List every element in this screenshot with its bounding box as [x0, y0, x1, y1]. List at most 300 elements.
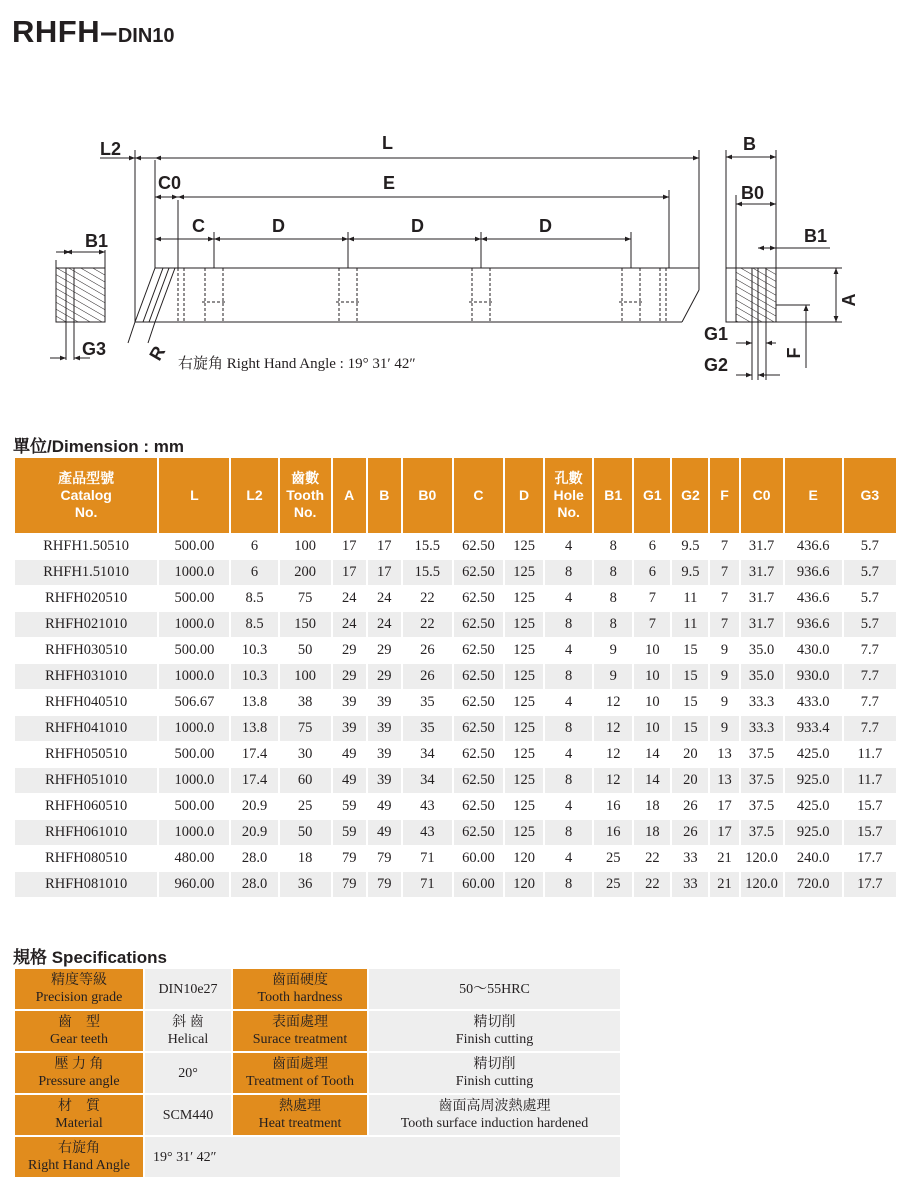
table-cell: 500.00 [159, 534, 229, 559]
table-cell: 21 [710, 846, 738, 871]
table-cell: 29 [333, 638, 366, 663]
table-cell: 8 [545, 612, 592, 637]
catalog-no-cell: RHFH031010 [15, 664, 157, 689]
table-cell: 10.3 [231, 664, 277, 689]
table-cell: 500.00 [159, 638, 229, 663]
table-cell: 9 [710, 690, 738, 715]
table-cell: 12 [594, 742, 632, 767]
table-cell: 60 [280, 768, 331, 793]
right-hand-angle-caption: 右旋角 Right Hand Angle : 19° 31′ 42″ [178, 356, 416, 372]
table-cell: 8.5 [231, 586, 277, 611]
dimension-heading: 單位/Dimension : mm [13, 437, 184, 456]
table-row [15, 586, 896, 611]
table-cell: 20.9 [231, 794, 277, 819]
table-row [15, 664, 896, 689]
table-cell: 33.3 [741, 716, 783, 741]
table-cell: 430.0 [785, 638, 842, 663]
col-header-tooth-no: 齒數 Tooth No. [280, 458, 331, 533]
table-cell: 59 [333, 820, 366, 845]
table-cell: 6 [231, 560, 277, 585]
table-cell: 39 [368, 690, 401, 715]
table-cell: 14 [634, 768, 670, 793]
table-cell: 5.7 [844, 560, 896, 585]
table-cell: 79 [368, 872, 401, 897]
col-header-b: B [368, 458, 401, 533]
table-cell: 26 [672, 820, 708, 845]
table-cell: 11 [672, 612, 708, 637]
table-cell: 4 [545, 586, 592, 611]
table-cell: 13 [710, 742, 738, 767]
table-cell: 62.50 [454, 664, 503, 689]
table-row [15, 638, 896, 663]
table-cell: 10.3 [231, 638, 277, 663]
dim-label-r: R [145, 342, 170, 364]
table-row [15, 612, 896, 637]
table-cell: 34 [403, 768, 452, 793]
table-cell: 39 [333, 716, 366, 741]
table-cell: 125 [505, 586, 543, 611]
col-header-g1: G1 [634, 458, 670, 533]
col-header-g3: G3 [844, 458, 896, 533]
table-cell: 6 [634, 560, 670, 585]
table-row [15, 690, 896, 715]
table-cell: 8 [594, 586, 632, 611]
table-cell: 125 [505, 768, 543, 793]
table-cell: 20 [672, 742, 708, 767]
dim-label-b1-left: B1 [85, 231, 109, 251]
table-cell: 7.7 [844, 716, 896, 741]
table-cell: 125 [505, 612, 543, 637]
catalog-no-cell: RHFH051010 [15, 768, 157, 793]
spec-value-material: SCM440 [145, 1095, 231, 1135]
dim-label-c: C [192, 216, 205, 236]
catalog-no-cell: RHFH1.50510 [15, 534, 157, 559]
table-cell: 17.7 [844, 846, 896, 871]
table-cell: 18 [280, 846, 331, 871]
table-cell: 62.50 [454, 716, 503, 741]
table-cell: 925.0 [785, 768, 842, 793]
table-cell: 8 [545, 820, 592, 845]
table-cell: 43 [403, 794, 452, 819]
spec-row [15, 969, 620, 1009]
table-cell: 6 [634, 534, 670, 559]
table-cell: 22 [634, 846, 670, 871]
catalog-no-cell: RHFH1.51010 [15, 560, 157, 585]
table-cell: 12 [594, 768, 632, 793]
spec-row [15, 1137, 620, 1177]
spec-key-hardness: 齒面硬度 Tooth hardness [233, 969, 367, 1009]
spec-key-tooth-treatment: 齒面處理 Treatment of Tooth [233, 1053, 367, 1093]
dim-label-b0: B0 [741, 183, 765, 203]
dimension-table [13, 457, 898, 898]
catalog-no-cell: RHFH021010 [15, 612, 157, 637]
table-cell: 29 [333, 664, 366, 689]
table-cell: 125 [505, 638, 543, 663]
table-cell: 15.5 [403, 560, 452, 585]
table-row [15, 560, 896, 585]
table-cell: 936.6 [785, 560, 842, 585]
table-cell: 9 [710, 716, 738, 741]
dim-label-c0: C0 [158, 173, 182, 193]
table-cell: 33 [672, 846, 708, 871]
catalog-no-cell: RHFH061010 [15, 820, 157, 845]
table-cell: 425.0 [785, 742, 842, 767]
table-row [15, 872, 896, 897]
table-cell: 79 [368, 846, 401, 871]
spec-value-tooth-treatment: 精切削 Finish cutting [369, 1053, 620, 1093]
table-cell: 120.0 [741, 846, 783, 871]
table-cell: 4 [545, 846, 592, 871]
table-cell: 125 [505, 560, 543, 585]
table-cell: 500.00 [159, 794, 229, 819]
table-cell: 9 [710, 638, 738, 663]
table-cell: 1000.0 [159, 664, 229, 689]
table-cell: 4 [545, 794, 592, 819]
table-cell: 62.50 [454, 742, 503, 767]
catalog-no-cell: RHFH080510 [15, 846, 157, 871]
table-cell: 36 [280, 872, 331, 897]
table-cell: 13 [710, 768, 738, 793]
col-header-c0: C0 [741, 458, 783, 533]
table-cell: 25 [594, 872, 632, 897]
table-cell: 38 [280, 690, 331, 715]
table-cell: 24 [333, 586, 366, 611]
table-cell: 49 [368, 820, 401, 845]
table-row [15, 846, 896, 871]
table-cell: 39 [368, 742, 401, 767]
catalog-no-cell: RHFH020510 [15, 586, 157, 611]
specifications-heading: 規格 Specifications [13, 948, 167, 967]
table-cell: 24 [368, 586, 401, 611]
table-cell: 125 [505, 794, 543, 819]
table-cell: 15 [672, 638, 708, 663]
table-cell: 24 [333, 612, 366, 637]
table-cell: 60.00 [454, 872, 503, 897]
table-cell: 10 [634, 638, 670, 663]
table-cell: 7 [634, 612, 670, 637]
table-cell: 75 [280, 586, 331, 611]
table-cell: 35 [403, 716, 452, 741]
table-cell: 8 [545, 768, 592, 793]
table-row [15, 716, 896, 741]
table-cell: 1000.0 [159, 768, 229, 793]
catalog-no-cell: RHFH040510 [15, 690, 157, 715]
table-cell: 7.7 [844, 690, 896, 715]
dim-label-a: A [839, 293, 859, 307]
table-cell: 17.7 [844, 872, 896, 897]
table-cell: 18 [634, 794, 670, 819]
dim-label-b: B [743, 134, 756, 154]
table-cell: 75 [280, 716, 331, 741]
table-cell: 7 [710, 612, 738, 637]
table-cell: 24 [368, 612, 401, 637]
dim-label-l: L [382, 133, 393, 153]
col-header-l2: L2 [231, 458, 277, 533]
table-cell: 37.5 [741, 768, 783, 793]
col-header-hole-no: 孔數 Hole No. [545, 458, 592, 533]
spec-value-hardness: 50～55HRC [369, 969, 620, 1009]
spec-key-right-hand-angle: 右旋角 Right Hand Angle [15, 1137, 143, 1177]
table-cell: 500.00 [159, 742, 229, 767]
table-cell: 11.7 [844, 742, 896, 767]
table-cell: 425.0 [785, 794, 842, 819]
table-cell: 33.3 [741, 690, 783, 715]
dim-label-b1-right: B1 [804, 226, 828, 246]
table-cell: 5.7 [844, 586, 896, 611]
table-cell: 17 [710, 794, 738, 819]
spec-key-material: 材 質 Material [15, 1095, 143, 1135]
table-cell: 8 [594, 534, 632, 559]
table-cell: 31.7 [741, 612, 783, 637]
table-cell: 11.7 [844, 768, 896, 793]
col-header-e: E [785, 458, 842, 533]
table-cell: 37.5 [741, 820, 783, 845]
table-cell: 22 [403, 612, 452, 637]
table-cell: 960.00 [159, 872, 229, 897]
table-cell: 1000.0 [159, 716, 229, 741]
spec-value-surface: 精切削 Finish cutting [369, 1011, 620, 1051]
table-cell: 11 [672, 586, 708, 611]
table-cell: 49 [333, 742, 366, 767]
table-cell: 62.50 [454, 612, 503, 637]
dim-label-f: F [784, 347, 804, 359]
dim-label-g1: G1 [704, 324, 729, 344]
table-cell: 9 [594, 638, 632, 663]
spec-key-surface: 表面處理 Surace treatment [233, 1011, 367, 1051]
table-cell: 17 [333, 534, 366, 559]
table-cell: 12 [594, 690, 632, 715]
col-header-c: C [454, 458, 503, 533]
dim-label-e: E [383, 173, 396, 193]
table-cell: 7 [634, 586, 670, 611]
table-cell: 14 [634, 742, 670, 767]
table-cell: 6 [231, 534, 277, 559]
table-cell: 500.00 [159, 586, 229, 611]
table-cell: 62.50 [454, 560, 503, 585]
table-cell: 1000.0 [159, 560, 229, 585]
rack-main-body [100, 150, 699, 343]
table-cell: 35 [403, 690, 452, 715]
table-cell: 925.0 [785, 820, 842, 845]
table-cell: 9.5 [672, 534, 708, 559]
table-cell: 62.50 [454, 534, 503, 559]
table-cell: 120 [505, 872, 543, 897]
table-cell: 8 [545, 664, 592, 689]
table-cell: 17 [333, 560, 366, 585]
table-cell: 4 [545, 742, 592, 767]
table-cell: 10 [634, 716, 670, 741]
table-row [15, 534, 896, 559]
table-cell: 15 [672, 664, 708, 689]
table-cell: 506.67 [159, 690, 229, 715]
table-cell: 125 [505, 664, 543, 689]
col-header-d: D [505, 458, 543, 533]
table-cell: 15.5 [403, 534, 452, 559]
spec-key-heat-treatment: 熱處理 Heat treatment [233, 1095, 367, 1135]
table-cell: 62.50 [454, 586, 503, 611]
col-header-f: F [710, 458, 738, 533]
specifications-table [13, 967, 622, 1179]
spec-row [15, 1011, 620, 1051]
table-cell: 20 [672, 768, 708, 793]
dim-label-g3: G3 [82, 339, 107, 359]
spec-value-right-hand-angle: 19° 31′ 42″ [145, 1137, 620, 1177]
table-cell: 62.50 [454, 794, 503, 819]
table-cell: 125 [505, 690, 543, 715]
table-cell: 29 [368, 664, 401, 689]
table-cell: 150 [280, 612, 331, 637]
table-cell: 433.0 [785, 690, 842, 715]
col-header-catalog: 產品型號 Catalog No. [15, 458, 157, 533]
table-cell: 79 [333, 846, 366, 871]
dim-label-l2: L2 [100, 139, 122, 159]
col-header-a: A [333, 458, 366, 533]
dim-label-g2: G2 [704, 355, 729, 375]
table-cell: 39 [368, 768, 401, 793]
table-cell: 26 [672, 794, 708, 819]
table-cell: 4 [545, 638, 592, 663]
table-cell: 13.8 [231, 690, 277, 715]
table-cell: 39 [368, 716, 401, 741]
table-cell: 16 [594, 794, 632, 819]
table-cell: 8.5 [231, 612, 277, 637]
table-cell: 5.7 [844, 534, 896, 559]
table-cell: 4 [545, 690, 592, 715]
table-cell: 15.7 [844, 820, 896, 845]
table-cell: 100 [280, 664, 331, 689]
table-cell: 18 [634, 820, 670, 845]
table-cell: 8 [545, 872, 592, 897]
table-cell: 25 [280, 794, 331, 819]
table-cell: 120 [505, 846, 543, 871]
table-cell: 28.0 [231, 846, 277, 871]
page-title: RHFH–DIN10 [12, 14, 175, 49]
table-row [15, 820, 896, 845]
spec-row [15, 1053, 620, 1093]
table-cell: 28.0 [231, 872, 277, 897]
table-cell: 50 [280, 820, 331, 845]
table-cell: 20.9 [231, 820, 277, 845]
table-cell: 17 [710, 820, 738, 845]
table-cell: 37.5 [741, 794, 783, 819]
table-cell: 22 [634, 872, 670, 897]
table-cell: 39 [333, 690, 366, 715]
table-cell: 125 [505, 716, 543, 741]
catalog-no-cell: RHFH050510 [15, 742, 157, 767]
spec-value-precision: DIN10e27 [145, 969, 231, 1009]
col-header-b0: B0 [403, 458, 452, 533]
table-cell: 29 [368, 638, 401, 663]
table-cell: 9 [710, 664, 738, 689]
table-cell: 1000.0 [159, 612, 229, 637]
table-cell: 125 [505, 742, 543, 767]
table-cell: 31.7 [741, 586, 783, 611]
table-cell: 62.50 [454, 690, 503, 715]
table-cell: 4 [545, 534, 592, 559]
table-cell: 13.8 [231, 716, 277, 741]
table-cell: 22 [403, 586, 452, 611]
table-cell: 35.0 [741, 638, 783, 663]
table-cell: 16 [594, 820, 632, 845]
table-cell: 240.0 [785, 846, 842, 871]
table-cell: 60.00 [454, 846, 503, 871]
table-cell: 5.7 [844, 612, 896, 637]
table-cell: 125 [505, 820, 543, 845]
spec-value-heat-treatment: 齒面高周波熱處理 Tooth surface induction hardened [369, 1095, 620, 1135]
dim-label-d3: D [539, 216, 552, 236]
table-cell: 1000.0 [159, 820, 229, 845]
table-cell: 26 [403, 664, 452, 689]
table-cell: 7.7 [844, 638, 896, 663]
table-cell: 930.0 [785, 664, 842, 689]
table-cell: 62.50 [454, 638, 503, 663]
table-cell: 17 [368, 534, 401, 559]
table-cell: 10 [634, 690, 670, 715]
dimension-table-header [15, 458, 896, 533]
catalog-no-cell: RHFH081010 [15, 872, 157, 897]
spec-value-pressure-angle: 20° [145, 1053, 231, 1093]
col-header-l: L [159, 458, 229, 533]
table-cell: 100 [280, 534, 331, 559]
table-cell: 34 [403, 742, 452, 767]
col-header-g2: G2 [672, 458, 708, 533]
spec-value-teeth: 斜 齒 Helical [145, 1011, 231, 1051]
spec-key-pressure-angle: 壓 力 角 Pressure angle [15, 1053, 143, 1093]
table-cell: 50 [280, 638, 331, 663]
table-cell: 10 [634, 664, 670, 689]
catalog-no-cell: RHFH060510 [15, 794, 157, 819]
table-cell: 720.0 [785, 872, 842, 897]
table-row [15, 742, 896, 767]
table-cell: 120.0 [741, 872, 783, 897]
table-cell: 62.50 [454, 768, 503, 793]
table-cell: 26 [403, 638, 452, 663]
table-cell: 71 [403, 872, 452, 897]
table-cell: 25 [594, 846, 632, 871]
table-cell: 15.7 [844, 794, 896, 819]
table-cell: 8 [594, 612, 632, 637]
table-cell: 17.4 [231, 768, 277, 793]
table-cell: 49 [368, 794, 401, 819]
table-cell: 7 [710, 534, 738, 559]
rack-technical-drawing [0, 0, 913, 400]
table-cell: 8 [545, 716, 592, 741]
spec-row [15, 1095, 620, 1135]
table-cell: 31.7 [741, 534, 783, 559]
table-cell: 200 [280, 560, 331, 585]
table-cell: 7 [710, 560, 738, 585]
table-cell: 30 [280, 742, 331, 767]
spec-key-teeth: 齒 型 Gear teeth [15, 1011, 143, 1051]
table-cell: 37.5 [741, 742, 783, 767]
spec-key-precision: 精度等級 Precision grade [15, 969, 143, 1009]
table-cell: 8 [545, 560, 592, 585]
table-cell: 15 [672, 716, 708, 741]
catalog-no-cell: RHFH041010 [15, 716, 157, 741]
table-row [15, 768, 896, 793]
table-cell: 12 [594, 716, 632, 741]
table-cell: 35.0 [741, 664, 783, 689]
table-cell: 480.00 [159, 846, 229, 871]
table-cell: 15 [672, 690, 708, 715]
table-cell: 62.50 [454, 820, 503, 845]
table-cell: 436.6 [785, 586, 842, 611]
table-cell: 8 [594, 560, 632, 585]
table-cell: 17 [368, 560, 401, 585]
table-cell: 933.4 [785, 716, 842, 741]
table-cell: 49 [333, 768, 366, 793]
table-cell: 79 [333, 872, 366, 897]
